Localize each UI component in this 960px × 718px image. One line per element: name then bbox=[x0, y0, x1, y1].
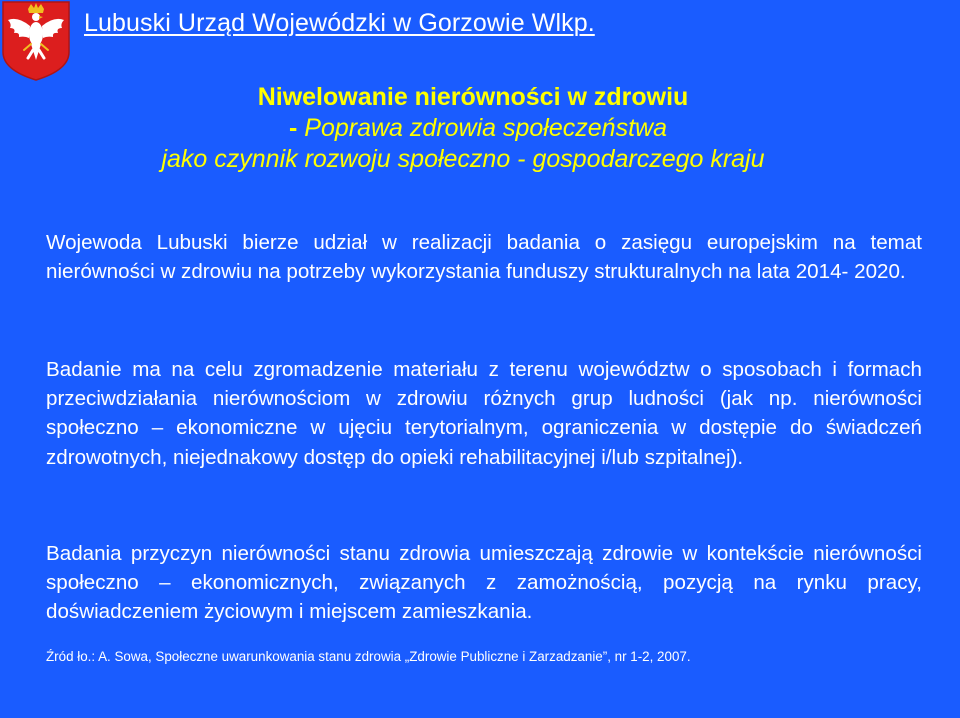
source-citation: Źród ło.: A. Sowa, Społeczne uwarunkowania stanu zdrowia „Zdrowie Publiczne i Zarzadzanie”, nr 1-2, 2007. bbox=[46, 649, 691, 664]
header-bar bbox=[0, 0, 960, 50]
header-title[interactable]: Lubuski Urząd Wojewódzki w Gorzowie Wlkp. bbox=[84, 9, 595, 37]
paragraph-2: Badanie ma na celu zgromadzenie materiału z terenu województw o sposobach i formach przeciwdziałania nierównościom w zdrowiu różnych grup ludności (jak np. nierówności społeczno – ekonomiczne w ujęciu terytorialnym, ograniczenia w dostępie do świadczeń zdrowotnych, niejednakowy dostęp do opieki rehabilitacyjnej i/lub szpitalnej). bbox=[46, 358, 922, 469]
title-line-3: jako czynnik rozwoju społeczno - gospodarczego kraju bbox=[161, 145, 765, 173]
slide-title bbox=[0, 82, 960, 175]
title-line-2-text: Poprawa zdrowia społeczeństwa bbox=[297, 114, 667, 142]
title-line-2 bbox=[0, 113, 958, 144]
polish-eagle-emblem-icon bbox=[0, 0, 72, 82]
paragraph-1: Wojewoda Lubuski bierze udział w realizacji badania o zasięgu europejskim na temat nierówności w zdrowiu na potrzeby wykorzystania funduszy strukturalnych na lata 2014- 2020. bbox=[46, 231, 922, 284]
title-dash: - bbox=[289, 114, 298, 142]
paragraph-3: Badania przyczyn nierówności stanu zdrowia umieszczają zdrowie w kontekście nierówności społeczno – ekonomicznych, związanych z zamożnością, pozycją na rynku pracy, doświadczeniem życiowym i miejscem zamieszkania. bbox=[46, 542, 922, 624]
title-line-1: Niwelowanie nierówności w zdrowiu bbox=[257, 83, 689, 111]
